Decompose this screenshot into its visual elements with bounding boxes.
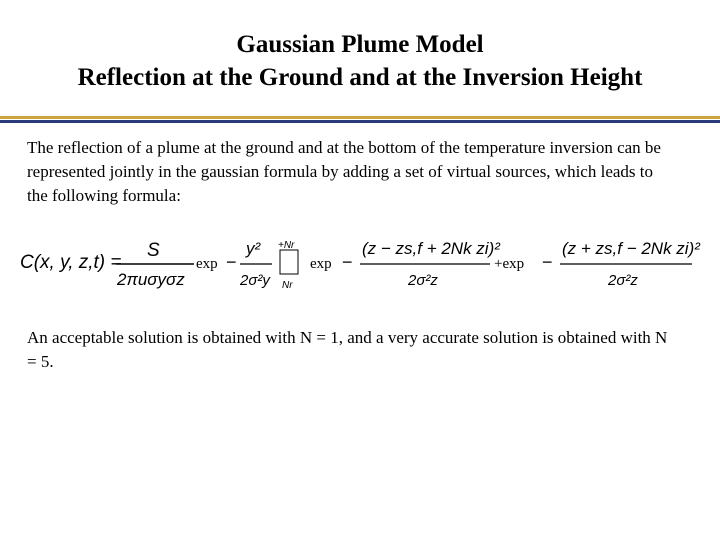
summation-symbol — [280, 250, 298, 274]
term-3-numerator: (z + zs,f − 2Nk zi)² — [562, 239, 700, 258]
term-2-denominator: 2σ²z — [408, 272, 438, 289]
sum-lower-limit: Nr — [282, 280, 293, 291]
formula-lhs: C(x, y, z,t) = — [20, 252, 122, 273]
term-2-numerator: (z − zs,f + 2Nk zi)² — [362, 239, 500, 258]
exp-1: exp — [196, 256, 218, 272]
solution-paragraph: An acceptable solution is obtained with N = 1, and a very accurate solution is obtained with N = 5. — [27, 328, 668, 371]
sum-upper-limit: +Nr — [278, 240, 295, 251]
plus-exp-3: +exp — [494, 256, 525, 272]
divider-navy-line — [0, 120, 720, 123]
formula-numerator-s: S — [147, 240, 160, 261]
exp-2: exp — [310, 256, 332, 272]
formula-denominator-main: 2πuσyσz — [117, 270, 185, 289]
gaussian-formula — [20, 228, 710, 298]
svg-text:−: − — [542, 252, 553, 272]
intro-paragraph: The reflection of a plume at the ground and at the bottom of the temperature inversion can be represented jointly in the gaussian formula by adding a set of virtual sources, which leads to the following formula: — [27, 138, 661, 205]
term-3-denominator: 2σ²z — [608, 272, 638, 289]
svg-text:−: − — [342, 252, 353, 272]
title-line-2: Reflection at the Ground and at the Inversion Height — [77, 64, 643, 91]
slide-title — [0, 28, 720, 94]
term-y2: y² — [246, 239, 261, 258]
term-2sigma-y2: 2σ²y — [240, 272, 270, 289]
title-divider — [0, 116, 720, 124]
divider-gold-line — [0, 116, 720, 119]
title-line-1: Gaussian Plume Model — [236, 31, 484, 58]
svg-text:−: − — [226, 252, 237, 272]
